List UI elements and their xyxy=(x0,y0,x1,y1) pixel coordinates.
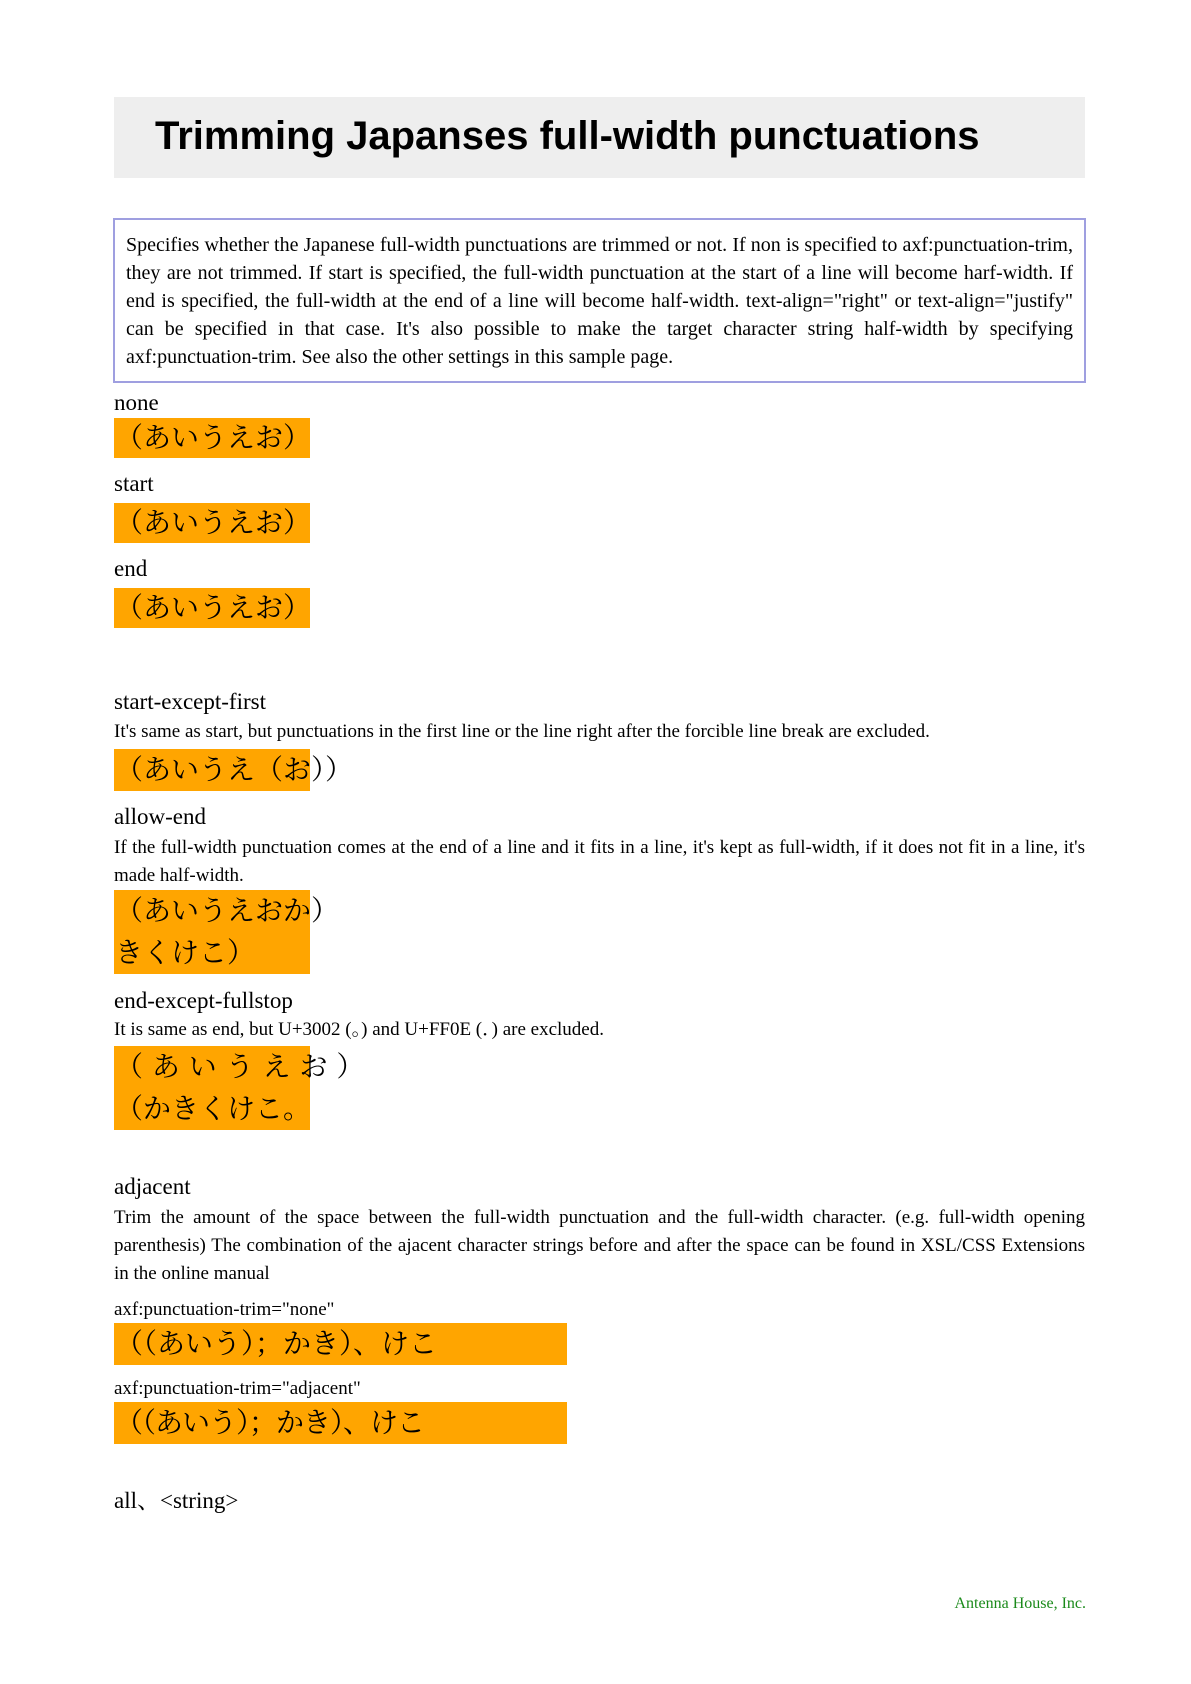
sample-end: （あいうえお） xyxy=(114,588,310,628)
desc-end-except-fullstop: It is same as end, but U+3002 (。) and U+FF0E (．) are excluded. xyxy=(114,1019,604,1040)
title-bar xyxy=(114,97,1085,178)
section-label-allow-end: allow-end xyxy=(114,804,206,829)
section-label-end: end xyxy=(114,556,148,581)
sample-allow-end xyxy=(114,890,340,974)
desc-start-except-first: It's same as start, but punctuations in the first line or the line right after the forcible line break are excluded. xyxy=(114,721,930,742)
sample-adjacent-adjacent: （（あいう）；かき）、けこ xyxy=(114,1402,567,1444)
section-label-end-except-fullstop: end-except-fullstop xyxy=(114,988,293,1013)
sample-adjacent-none: （（あいう）；かき）、けこ xyxy=(114,1323,567,1365)
section-label-start-except-first: start-except-first xyxy=(114,689,266,714)
sample-end-except-fullstop xyxy=(114,1046,365,1130)
desc-adjacent: Trim the amount of the space between the full-width punctuation and the full-width character. (e.g. full-width opening parenthesis) The combination of the ajacent character strings before and after the space can be found in XSL/CSS Extensions in the online manual xyxy=(114,1207,1085,1284)
sample-start-except-first: （あいうえ（お）） xyxy=(114,749,310,791)
footer-company: Antenna House, Inc. xyxy=(954,1595,1086,1612)
case-label-adjacent: axf:punctuation-trim="adjacent" xyxy=(114,1378,361,1399)
sample-end-except-fullstop-line1: （ あ い う え お ） xyxy=(115,1050,365,1083)
sample-end-except-fullstop-line2: （かきくけこ。 xyxy=(115,1092,312,1125)
section-label-none: none xyxy=(114,390,159,415)
sample-allow-end-line1: （あいうえおか） xyxy=(115,894,340,927)
section-label-adjacent: adjacent xyxy=(114,1174,191,1199)
intro-box: Specifies whether the Japanese full-width punctuations are trimmed or not. If non is specified to axf:punctuation-trim, they are not trimmed. If start is specified, the full-width punctuation at the start of a line will become harf-width. If end is specified, the full-width at the end of a line will become half-width. text-align="right" or text-align="justify" can be specified in that case. It's also possible to make the target character string half-width by specifying axf:punctuation-trim. See also the other settings in this sample page. xyxy=(113,218,1086,383)
desc-allow-end: If the full-width punctuation comes at the end of a line and it fits in a line, it's kept as full-width, if it does not fit in a line, it's made half-width. xyxy=(114,837,1085,886)
sample-none: （あいうえお） xyxy=(114,418,310,458)
section-label-start: start xyxy=(114,471,154,496)
sample-start: （あいうえお） xyxy=(114,503,310,543)
sample-allow-end-line2: きくけこ） xyxy=(115,936,256,969)
page-title: Trimming Japanses full-width punctuations xyxy=(155,114,980,158)
section-label-all-string: all、<string> xyxy=(114,1488,239,1513)
case-label-none: axf:punctuation-trim="none" xyxy=(114,1299,335,1320)
